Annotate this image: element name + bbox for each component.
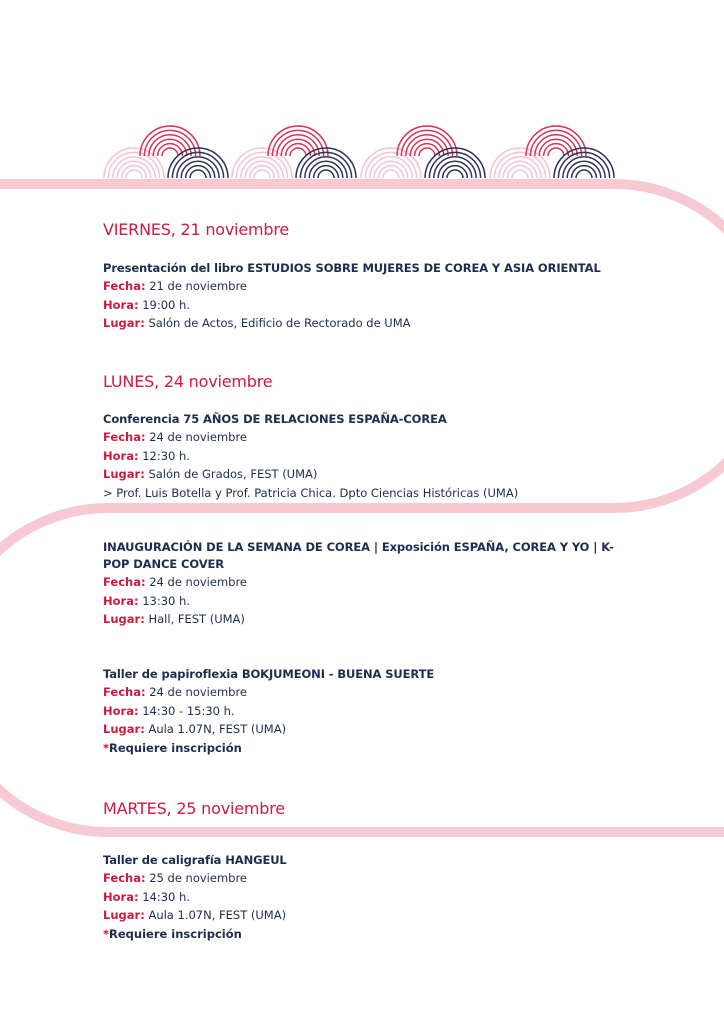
event-time: Hora: 14:30 h. [103, 889, 190, 904]
event-inauguracion [103, 539, 623, 629]
event-time: Hora: 14:30 - 15:30 h. [103, 703, 235, 718]
event-title: Presentación del libro ESTUDIOS SOBRE MUJERES DE COREA Y ASIA ORIENTAL [103, 261, 601, 275]
registration-required: *Requiere inscripción [103, 926, 242, 941]
day-heading-martes: MARTES, 25 noviembre [103, 799, 285, 818]
event-speakers: > Prof. Luis Botella y Prof. Patricia Chica. Dpto Ciencias Históricas (UMA) [103, 485, 519, 500]
arc-pale [122, 166, 147, 178]
event-date: Fecha: 24 de noviembre [103, 430, 248, 444]
event-date: Fecha: 24 de noviembre [103, 575, 248, 589]
event-taller-papiroflexia [103, 666, 663, 757]
event-time: Hora: 12:30 h. [103, 448, 190, 463]
arc-navy [186, 166, 211, 178]
event-place: Lugar: Hall, FEST (UMA) [103, 612, 245, 626]
arc-pale [241, 157, 283, 178]
arc-pale [370, 157, 412, 178]
day-heading-lunes: LUNES, 24 noviembre [103, 372, 273, 391]
arc-pattern-icon [104, 126, 614, 178]
arc-navy [443, 166, 468, 178]
arc-red [149, 135, 191, 156]
arc-navy [447, 170, 463, 178]
event-place: Lugar: Aula 1.07N, FEST (UMA) [103, 722, 287, 736]
arc-red [535, 135, 577, 156]
arc-navy [314, 166, 339, 178]
arc-pale [254, 170, 270, 178]
event-place: Lugar: Salón de Actos, Edificio de Rectorado de UMA [103, 316, 411, 330]
event-title: Conferencia 75 AÑOS DE RELACIONES ESPAÑA-COREA [103, 412, 447, 426]
arc-red [406, 135, 448, 156]
arc-navy [190, 170, 206, 178]
arc-navy [576, 170, 592, 178]
event-time: Hora: 19:00 h. [103, 297, 190, 312]
event-date: Fecha: 21 de noviembre [103, 279, 248, 293]
arc-pale [508, 166, 533, 178]
event-place: Lugar: Aula 1.07N, FEST (UMA) [103, 908, 287, 922]
day-heading-viernes: VIERNES, 21 noviembre [103, 220, 290, 239]
event-place: Lugar: Salón de Grados, FEST (UMA) [103, 467, 318, 481]
arc-pale [383, 170, 399, 178]
event-title: INAUGURACIÓN DE LA SEMANA DE COREA | Exposición ESPAÑA, COREA Y YO | K-POP DANCE COVER [103, 540, 614, 571]
arc-pale [113, 157, 155, 178]
registration-required: *Requiere inscripción [103, 740, 242, 755]
arc-navy [563, 157, 605, 178]
arc-red [419, 148, 435, 156]
arc-pale [250, 166, 275, 178]
event-conferencia [103, 411, 663, 502]
arc-pale [379, 166, 404, 178]
arc-navy [318, 170, 334, 178]
arc-navy [305, 157, 347, 178]
arc-red [277, 135, 319, 156]
event-time: Hora: 13:30 h. [103, 593, 190, 608]
arc-navy [572, 166, 597, 178]
arc-pale [512, 170, 528, 178]
arc-pale [499, 157, 541, 178]
event-presentacion-libro [103, 260, 663, 333]
arc-pale [126, 170, 142, 178]
arc-red [548, 148, 564, 156]
event-date: Fecha: 25 de noviembre [103, 871, 248, 885]
arc-red [290, 148, 306, 156]
arc-red [162, 148, 178, 156]
event-title: Taller de caligrafía HANGEUL [103, 853, 287, 867]
arc-navy [434, 157, 476, 178]
event-title: Taller de papiroflexia BOKJUMEONI - BUENA SUERTE [103, 667, 435, 681]
event-taller-caligrafia [103, 852, 663, 943]
arc-navy [177, 157, 219, 178]
event-date: Fecha: 24 de noviembre [103, 685, 248, 699]
